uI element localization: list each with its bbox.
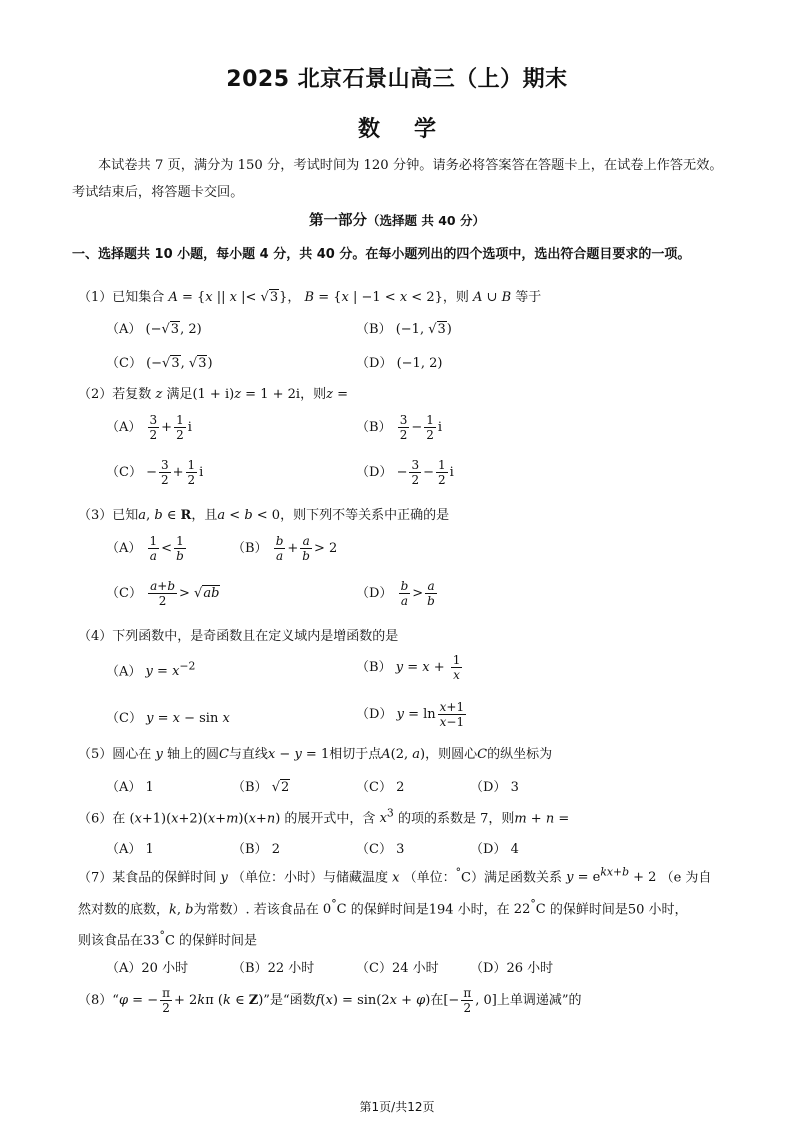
option-7c <box>356 957 439 976</box>
option-value: 1 <box>145 842 154 857</box>
question-text: C 的保鲜时间是 <box>164 933 258 949</box>
question-text: 已知 <box>112 508 139 523</box>
option-label: （A） <box>106 541 142 556</box>
exam-instructions: 本试卷共 7 页，满分为 150 分，考试时间为 120 分钟。请务必将答案答在答题卡上，在试卷上作答无效。考试结束后，将答题卡交回。 <box>72 158 723 200</box>
option-label: （D） <box>356 707 393 722</box>
option-value: 2 <box>396 780 405 795</box>
question-text: 的展开式中，含 <box>284 811 376 827</box>
question-text: ，则 <box>442 290 469 305</box>
question-text: （单位： <box>403 870 456 886</box>
option-label: （C） <box>356 780 392 795</box>
option-label: （A） <box>106 420 142 435</box>
option-1c: （C） (−√3, √3) <box>106 356 213 371</box>
question-number: （7） <box>78 870 113 886</box>
option-value: 2 <box>271 842 280 857</box>
section-title: 第一部分 <box>309 213 368 229</box>
question-text: 满足 <box>166 387 193 402</box>
part-instruction: 一、选择题共 10 小题，每小题 4 分，共 40 分。在每小题列出的四个选项中，选出符合题目要求的一项。 <box>72 247 691 262</box>
option-label: （A） <box>106 842 142 857</box>
question-text: 在 <box>430 993 444 1008</box>
question-text: 为常数）. 若该食品在 <box>193 902 319 918</box>
question-text: 下列函数中，是奇函数且在定义域内是增函数的是 <box>112 629 399 644</box>
question-text: 已知集合 <box>112 290 165 305</box>
option-4b: （B） y = x + $\frac{1}{x}$ <box>356 653 461 682</box>
question-text: 的项的系数是 7，则 <box>397 811 515 827</box>
option-3c: （C） $\frac{a+b}{2}$ > √ab <box>106 579 220 608</box>
option-label: （B） <box>232 842 268 857</box>
option-value: 26 小时 <box>506 961 554 976</box>
question-text: 是“函数 <box>269 993 316 1008</box>
option-label: （D） <box>356 586 393 601</box>
option-6b <box>232 838 280 857</box>
option-label: （C） <box>106 586 142 601</box>
option-label: （D） <box>470 780 507 795</box>
question-text: （单位：小时）与储藏温度 <box>231 870 388 886</box>
option-label: （D） <box>356 465 393 480</box>
option-5d <box>470 776 519 795</box>
option-label: （D） <box>356 356 393 371</box>
subject-title: 数学 <box>357 117 470 142</box>
option-value: 1 <box>145 780 154 795</box>
option-label: （A） <box>106 780 142 795</box>
option-label: （B） <box>356 322 392 337</box>
question-2: （2）若复数 z 满足(1 + i)z = 1 + 2i，则z = <box>78 387 348 402</box>
question-text: C）满足函数关系 <box>461 870 562 886</box>
question-7-line-3: 则该食品在33°C 的保鲜时间是 <box>78 929 258 949</box>
question-number: （1） <box>78 290 113 305</box>
option-label: （B） <box>232 961 268 976</box>
question-text: 的纵坐标为 <box>487 747 553 762</box>
option-label: （B） <box>232 541 268 556</box>
option-5b: （B） √2 <box>232 780 290 795</box>
question-text: ，且 <box>191 508 218 523</box>
option-3d: （D） $\frac{b}{a}$ > $\frac{a}{b}$ <box>356 579 435 608</box>
option-value: 24 小时 <box>391 961 439 976</box>
question-text: 然对数的底数， <box>78 902 170 918</box>
option-7a <box>106 957 188 976</box>
question-text: 在 <box>112 811 126 827</box>
question-text: 圆心在 <box>112 747 152 762</box>
question-text: 的保鲜时间是50 小时， <box>549 902 688 918</box>
option-2d: （D） − $\frac{3}{2}$ − $\frac{1}{2}$ i <box>356 458 454 487</box>
question-3: （3）已知a, b ∈ R，且a < b < 0，则下列不等关系中正确的是 <box>78 508 450 523</box>
math-expression: A ∪ B <box>473 290 512 305</box>
option-1d: （D） (−1, 2) <box>356 356 443 371</box>
question-text: 与直线 <box>228 747 268 762</box>
option-label: （A） <box>106 961 142 976</box>
option-value: 3 <box>396 842 405 857</box>
option-value: 22 小时 <box>267 961 315 976</box>
option-label: （B） <box>356 660 392 675</box>
option-2b: （B） $\frac{3}{2}$ − $\frac{1}{2}$ i <box>356 413 443 442</box>
option-value: 20 小时 <box>141 961 189 976</box>
question-text: 若复数 <box>112 387 152 402</box>
option-5a <box>106 776 154 795</box>
question-6: （6）在 (x+1)(x+2)(x+m)(x+n) 的展开式中，含 $x^3$ 的项的系数是 7，则m + n = <box>78 807 570 827</box>
option-label: （B） <box>356 420 392 435</box>
question-text: ，则圆心 <box>425 747 478 762</box>
option-3a: （A） $\frac{1}{a}$ < $\frac{1}{b}$ <box>106 534 184 563</box>
option-7d <box>470 957 553 976</box>
question-number: （2） <box>78 387 113 402</box>
question-text: （e 为自 <box>660 870 712 886</box>
option-6a <box>106 838 154 857</box>
option-5c <box>356 776 404 795</box>
option-label: （D） <box>470 842 507 857</box>
section-heading <box>0 209 794 230</box>
page-title: 2025 北京石景山高三（上）期末 <box>226 67 568 92</box>
option-label: （C） <box>356 842 392 857</box>
question-text: 的保鲜时间是194 小时，在 <box>350 902 510 918</box>
page-footer: 第1页/共12页 <box>359 1100 435 1114</box>
question-text: 轴上的圆 <box>166 747 219 762</box>
question-number: （3） <box>78 508 113 523</box>
question-number: （4） <box>78 629 113 644</box>
option-label: （A） <box>106 322 142 337</box>
question-text: ，则下列不等关系中正确的是 <box>280 508 450 523</box>
question-number: （8） <box>78 993 113 1008</box>
question-text: 等于 <box>515 290 542 305</box>
option-label: （C） <box>106 356 142 371</box>
option-label: （C） <box>106 465 142 480</box>
option-label: （A） <box>106 664 142 680</box>
question-number: （6） <box>78 811 113 827</box>
question-text: ，则 <box>300 387 327 402</box>
section-note: （选择题 共 40 分） <box>367 213 485 228</box>
option-7b <box>232 957 314 976</box>
math-expression: (1 + i)z = 1 + 2i <box>192 387 301 402</box>
question-4 <box>78 625 398 644</box>
option-6c <box>356 838 404 857</box>
option-4d: （D） y = ln $\frac{x+1}{x-1}$ <box>356 700 465 729</box>
question-7-line-2: 然对数的底数，k, b为常数）. 若该食品在 0°C 的保鲜时间是194 小时，在 22°C 的保鲜时间是50 小时， <box>78 898 688 918</box>
math-expression: B = {x | −1 < x < 2} <box>304 290 443 305</box>
option-3b: （B） $\frac{b}{a}$ + $\frac{a}{b}$ > 2 <box>232 534 338 563</box>
question-7-line-1: （7）某食品的保鲜时间 y （单位：小时）与储藏温度 x （单位：°C）满足函数关系 $y = e^{kx+b} + 2$ （e 为自 <box>78 866 712 886</box>
option-label: （C） <box>106 711 142 726</box>
question-text: 某食品的保鲜时间 <box>112 870 217 886</box>
option-value: 3 <box>510 780 519 795</box>
option-6d <box>470 838 519 857</box>
option-2c: （C） − $\frac{3}{2}$ + $\frac{1}{2}$ i <box>106 458 204 487</box>
option-4c: （C） y = x − sin x <box>106 711 230 726</box>
option-4a: （A） $y = x^{-2}$ <box>106 660 196 680</box>
option-1b: （B） (−1, √3) <box>356 322 452 337</box>
question-8: （8）“φ = − $\frac{\pi}{2}$ + 2kπ (k ∈ Z)”是“函数f(x) = sin(2x + φ)在[− $\frac{\pi}{2}$ , 0]上单调递减”的 <box>78 986 582 1015</box>
question-text: 则该食品在33 <box>78 933 160 949</box>
option-label: （C） <box>356 961 392 976</box>
option-label: （B） <box>232 780 268 795</box>
question-5: （5）圆心在 y 轴上的圆C与直线x − y = 1相切于点A(2, a)，则圆心C的纵坐标为 <box>78 747 553 762</box>
question-text: 相切于点 <box>329 747 382 762</box>
option-value: 4 <box>510 842 519 857</box>
option-2a: （A） $\frac{3}{2}$ + $\frac{1}{2}$ i <box>106 413 192 442</box>
option-1a: （A） (−√3, 2) <box>106 322 202 337</box>
option-label: （D） <box>470 961 507 976</box>
question-text: 上单调递减”的 <box>496 993 582 1008</box>
question-number: （5） <box>78 747 113 762</box>
question-1: （1）已知集合 A = {x || x |< √3}， B = {x | −1 < x < 2}，则 A ∪ B 等于 <box>78 290 542 305</box>
math-expression: A = {x || x |< √3} <box>168 290 288 305</box>
